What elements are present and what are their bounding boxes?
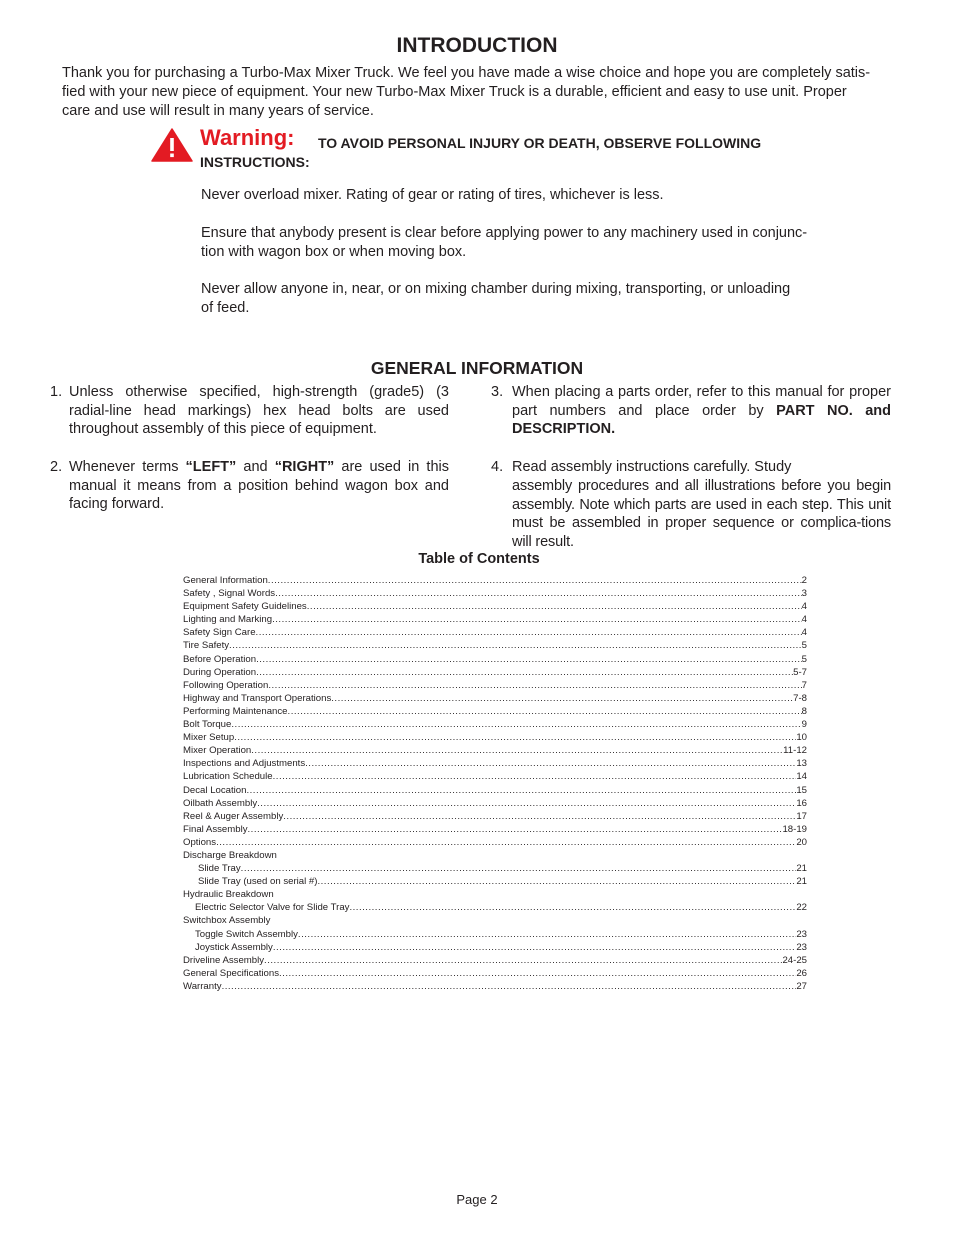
- intro-line: Thank you for purchasing a Turbo-Max Mixer Truck. We feel you have made a wise choice and hope you are completely satis-: [62, 65, 871, 81]
- introduction-paragraph: [62, 64, 896, 121]
- warning-instructions-line1: TO AVOID PERSONAL INJURY OR DEATH, OBSERVE FOLLOWING: [318, 135, 762, 151]
- toc-leader-dots: [268, 679, 801, 692]
- warning-item: [201, 224, 841, 262]
- toc-entry-label: Following Operation: [183, 679, 269, 691]
- toc-entry-page: 20: [796, 836, 807, 848]
- toc-entry: [183, 757, 807, 770]
- toc-entry-page: 8: [801, 705, 807, 717]
- toc-entry-label: Options: [183, 836, 217, 848]
- toc-entry-label: Highway and Transport Operations: [183, 692, 332, 704]
- left-term: “LEFT”: [185, 459, 237, 475]
- toc-entry-label: Hydraulic Breakdown: [183, 889, 274, 901]
- item-text-line: Read assembly instructions carefully. Study: [512, 459, 792, 475]
- toc-leader-dots: [273, 770, 797, 783]
- toc-entry-page: 13: [796, 758, 807, 770]
- item-text: Unless otherwise specified, high-strength (grade5) (3 radial-line head markings) hex head bolts are used throughout assembly of this piece of equipment.: [69, 384, 449, 437]
- toc-leader-dots: [231, 718, 801, 731]
- item-number: 2.: [50, 459, 63, 475]
- item-text: assembly procedures and all illustrations before you begin assembly. Note which parts are used in each step. This unit must be assembled in proper sequence or complica-tions will result.: [512, 478, 891, 550]
- toc-entry: [183, 862, 807, 875]
- toc-leader-dots: [248, 823, 783, 836]
- toc-entry: [183, 731, 807, 744]
- toc-leader-dots: [216, 836, 796, 849]
- toc-entry: [183, 797, 807, 810]
- toc-entry-page: 24-25: [782, 954, 807, 966]
- toc-leader-dots: [283, 810, 796, 823]
- toc-entry-page: 4: [801, 601, 807, 613]
- toc-leader-dots: [288, 705, 802, 718]
- toc-entry: [183, 954, 807, 967]
- toc-entry-label: Decal Location: [183, 784, 247, 796]
- part-no-description: PART NO. and DESCRIPTION.: [512, 402, 891, 437]
- toc-entry-label: During Operation: [183, 666, 257, 678]
- toc-entry: [183, 626, 807, 639]
- intro-line: care and use will result in many years of service.: [62, 103, 374, 119]
- toc-title: Table of Contents: [418, 551, 540, 567]
- warning-item-line: Ensure that anybody present is clear before applying power to any machinery used in conjunc-: [201, 225, 808, 241]
- toc-entry: [183, 967, 807, 980]
- toc-entry: [183, 639, 807, 652]
- toc-entry-page: 3: [801, 588, 807, 600]
- toc-entry-page: 18-19: [782, 823, 807, 835]
- toc-entry: [183, 901, 807, 914]
- toc-entry: [183, 914, 807, 927]
- toc-entry: [183, 718, 807, 731]
- toc-entry-label: Safety , Signal Words: [183, 588, 276, 600]
- toc-leader-dots: [305, 757, 796, 770]
- toc-entry: [183, 705, 807, 718]
- toc-entry: [183, 941, 807, 954]
- toc-leader-dots: [272, 613, 802, 626]
- item-text-part: Whenever terms: [69, 459, 186, 475]
- toc-entry-page: 22: [796, 902, 807, 914]
- toc-entry: [183, 679, 807, 692]
- toc-entry-label: Driveline Assembly: [183, 954, 265, 966]
- toc-entry: [183, 849, 807, 862]
- toc-entry: [183, 928, 807, 941]
- general-information-title: GENERAL INFORMATION: [370, 358, 584, 378]
- toc-entry: [183, 653, 807, 666]
- toc-leader-dots: [279, 967, 796, 980]
- toc-entry-label: Warranty: [183, 980, 222, 992]
- toc-entry-page: 27: [796, 980, 807, 992]
- toc-entry: [183, 666, 807, 679]
- toc-entry-label: Lubrication Schedule: [183, 771, 273, 783]
- warning-item-line: Never allow anyone in, near, or on mixing chamber during mixing, transporting, or unloading: [201, 281, 791, 297]
- toc-entry-page: 21: [796, 863, 807, 875]
- toc-leader-dots: [257, 797, 796, 810]
- warning-label: Warning:: [200, 125, 295, 150]
- toc-entry: [183, 587, 807, 600]
- toc-entry-page: 5: [801, 653, 807, 665]
- toc-leader-dots: [317, 875, 796, 888]
- toc-leader-dots: [273, 941, 796, 954]
- toc-entry-page: 7: [801, 679, 807, 691]
- toc-leader-dots: [331, 692, 793, 705]
- toc-entry: [183, 613, 807, 626]
- toc-entry-page: 17: [796, 810, 807, 822]
- warning-item-line: of feed.: [201, 300, 250, 316]
- toc-entry-page: 5-7: [793, 666, 807, 678]
- toc-entry-label: Mixer Operation: [183, 745, 252, 757]
- toc-entry: [183, 888, 807, 901]
- toc-entry-label: General Specifications: [183, 967, 279, 979]
- toc-entry: [183, 823, 807, 836]
- toc-entry-label: Slide Tray (used on serial #): [198, 876, 318, 888]
- toc-entry-label: Lighting and Marking: [183, 614, 273, 626]
- toc-leader-dots: [264, 954, 782, 967]
- toc-leader-dots: [222, 980, 797, 993]
- toc-entry-page: 5: [801, 640, 807, 652]
- toc-entry-page: 26: [796, 967, 807, 979]
- intro-line: fied with your new piece of equipment. Your new Turbo-Max Mixer Truck is a durable, efficient and easy to use unit. Proper: [62, 84, 847, 100]
- page-number: Page 2: [456, 1192, 498, 1207]
- toc-leader-dots: [241, 862, 797, 875]
- toc-entry-label: Oilbath Assembly: [183, 797, 258, 809]
- toc-entry: [183, 836, 807, 849]
- item-text-part: When placing a parts order, refer to this manual for proper part numbers and place order by: [512, 384, 891, 419]
- toc-entry-label: Inspections and Adjustments: [183, 758, 306, 770]
- toc-leader-dots: [256, 626, 802, 639]
- toc-leader-dots: [229, 639, 802, 652]
- warning-triangle-icon: [151, 128, 193, 162]
- toc-leader-dots: [298, 928, 796, 941]
- toc-entry-label: Reel & Auger Assembly: [183, 810, 284, 822]
- toc-entry-page: 16: [796, 797, 807, 809]
- toc-entry: [183, 810, 807, 823]
- warning-item: [201, 280, 841, 318]
- warning-item: [201, 186, 841, 205]
- toc-entry: [183, 770, 807, 783]
- warning-instructions-line2: INSTRUCTIONS:: [200, 154, 310, 170]
- toc-entry-page: 23: [796, 941, 807, 953]
- right-term: “RIGHT”: [274, 459, 335, 475]
- toc-entry-label: Joystick Assembly: [195, 941, 273, 953]
- toc-leader-dots: [246, 784, 796, 797]
- toc-leader-dots: [256, 653, 802, 666]
- toc-entry-label: Slide Tray: [198, 863, 241, 875]
- toc-entry-label: Bolt Torque: [183, 719, 232, 731]
- toc-entry-page: 21: [796, 876, 807, 888]
- toc-entry: [183, 784, 807, 797]
- warning-item-line: tion with wagon box or when moving box.: [201, 244, 467, 260]
- toc-leader-dots: [349, 901, 796, 914]
- toc-entry-page: 10: [796, 732, 807, 744]
- toc-entry: [183, 600, 807, 613]
- toc-entry: [183, 574, 807, 587]
- toc-entry-label: Final Assembly: [183, 823, 248, 835]
- toc-entry-page: 11-12: [783, 745, 807, 757]
- toc-entry: [183, 980, 807, 993]
- toc-leader-dots: [251, 744, 783, 757]
- toc-entry-label: Discharge Breakdown: [183, 849, 277, 861]
- toc-entry-page: 15: [796, 784, 807, 796]
- item-text-part: are used in this manual it means from a position behind wagon box and facing forward.: [69, 459, 449, 512]
- toc-entry-page: 4: [801, 614, 807, 626]
- toc-entry-page: 2: [801, 575, 807, 586]
- toc-entry-label: Switchbox Assembly: [183, 915, 271, 927]
- warning-item-line: Never overload mixer. Rating of gear or rating of tires, whichever is less.: [201, 187, 664, 203]
- toc-entry: [183, 875, 807, 888]
- toc-entry-label: Equipment Safety Guidelines: [183, 601, 307, 613]
- toc-leader-dots: [256, 666, 793, 679]
- table-of-contents: [183, 574, 807, 993]
- item-text: [69, 458, 449, 514]
- toc-leader-dots: [268, 574, 802, 587]
- toc-leader-dots: [275, 587, 802, 600]
- item-text-part: and: [236, 459, 275, 475]
- toc-entry-page: 7-8: [793, 692, 807, 704]
- item-text: [512, 383, 891, 439]
- toc-entry-page: 9: [801, 719, 807, 731]
- toc-entry-label: General Information: [183, 575, 268, 586]
- toc-leader-dots: [307, 600, 802, 613]
- toc-entry-page: 4: [801, 627, 807, 639]
- item-number: 3.: [491, 384, 504, 400]
- item-number: 4.: [491, 459, 504, 475]
- toc-entry-label: Safety Sign Care: [183, 627, 256, 639]
- toc-entry-label: Tire Safety: [183, 640, 230, 652]
- toc-entry-label: Mixer Setup: [183, 732, 235, 744]
- toc-entry-label: Electric Selector Valve for Slide Tray: [195, 902, 350, 914]
- toc-entry-page: 14: [796, 771, 807, 783]
- toc-leader-dots: [234, 731, 796, 744]
- item-number: 1.: [50, 384, 63, 400]
- toc-entry-page: 23: [796, 928, 807, 940]
- introduction-title: INTRODUCTION: [396, 34, 558, 57]
- toc-entry-label: Toggle Switch Assembly: [195, 928, 298, 940]
- toc-entry: [183, 744, 807, 757]
- toc-entry-label: Before Operation: [183, 653, 257, 665]
- toc-entry: [183, 692, 807, 705]
- toc-entry-label: Performing Maintenance: [183, 705, 288, 717]
